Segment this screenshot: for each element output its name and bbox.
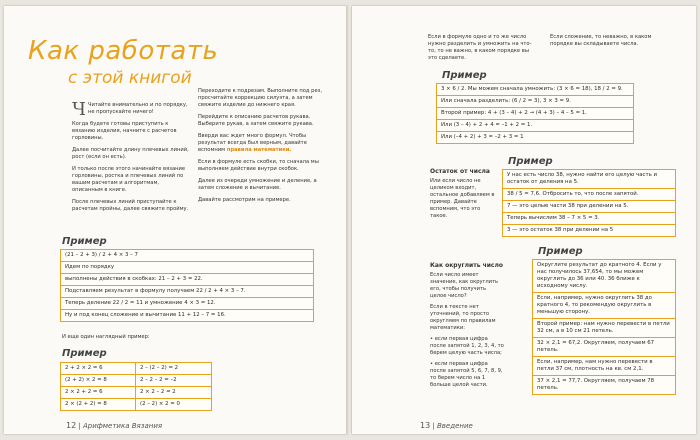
example-row: 3 — это остаток 38 при делении на 5: [507, 227, 614, 233]
example-row: 37 × 2,1 = 77,7. Округляем, получаем 78 петель.: [537, 378, 655, 391]
col1-para-3: Далее посчитайте длину плечевых линий, рост (если он есть).: [72, 147, 189, 160]
example-grid-box: [60, 362, 212, 411]
example-label: Пример: [442, 70, 487, 81]
grid-cell: (2 + 2) × 2 = 8: [61, 375, 136, 387]
dropcap: Ч: [72, 99, 86, 120]
page-number: 12: [66, 421, 77, 430]
left-column-1: [72, 99, 190, 218]
example-row: 7 — это целые части 38 при делении на 5.: [503, 201, 675, 213]
grid-cell: (2 – 2) × 2 = 0: [140, 401, 180, 407]
example-row: Если, например, нужно округлить 38 до кратного 4, то рекомендую округлить в меньшую сторону.: [533, 293, 675, 319]
col1-para-5: После плечевых линий приступайте к расчетам пройны, далее свяжите пройму.: [72, 199, 189, 212]
right-page: [352, 6, 696, 434]
rounding-para: Если в тексте нет уточнений, то просто округляем по правилам математики:: [430, 304, 496, 331]
example-label: Пример: [538, 246, 583, 257]
col2-para-2: Перейдите к описанию расчетов рукава. Выберите рукав, а затем свяжите рукава.: [198, 114, 314, 127]
col2-para-3: Вверди вас ждет много формул. Чтобы результат всегда был верным, давайте вспомним правила математики.: [198, 133, 307, 153]
side-title-rounding: Как округлить число: [430, 262, 504, 269]
col1-para-2: Когда будете готовы приступить к вязанию изделия, начните с расчетов горловины.: [72, 121, 177, 141]
example-box: [532, 259, 676, 395]
col2-para-1: Переходите к подрезам. Выполните под рез, просчитайте коррекцию силуэта, а затем свяжите изделие до нижнего края.: [198, 88, 323, 108]
page-number: 13: [420, 421, 431, 430]
example-row: Ну и под конец сложение и вычитание 11 + 12 – 7 = 16.: [65, 312, 226, 318]
right-footer: 13 | Введение: [420, 421, 473, 430]
example-row: Или (–4 + 2) + 3 = –2 + 3 = 1: [441, 134, 524, 140]
grid-cell: 2 – 2 – 2 = –2: [136, 375, 211, 387]
right-top-text-1: Если в формуле одно и то же число нужно разделить и умножить на что-то, то не важно, в каком порядке вы это сделаете.: [428, 34, 532, 61]
example-row: Теперь вычислим 38 – 7 × 5 = 3.: [503, 213, 675, 225]
example-row: 38 / 5 = 7,6. Отбросить то, что после запятой.: [503, 189, 675, 201]
col2-para-6: Давайте рассмотрим на примере.: [198, 197, 291, 203]
grid-cell: 2 × 2 – 2 = 2: [136, 387, 211, 399]
example-row: выполнены действия в скобках: 21 – 2 + 3 = 22.: [61, 274, 313, 286]
example-box: [436, 83, 634, 144]
footer-title: Арифметика Вязания: [83, 422, 163, 430]
rounding-para: Если число имеет значение, как округлить его, чтобы получить целое число?: [430, 272, 499, 299]
example-label: Пример: [62, 236, 107, 247]
example-row: (21 – 2 + 3) / 2 + 4 × 3 – 7: [61, 250, 313, 262]
col1-para-1: Ч Читайте внимательно и по порядку, не пропускайте ничего!: [72, 99, 188, 120]
example-row: Если, например, нам нужно перевести в петли 37 см, плотность на кв. см 2,1.: [533, 357, 675, 376]
side-text-rounding: [430, 272, 504, 393]
example-row: У нас есть число 38, нужно найти его целую часть и остаток от деления на 5.: [503, 170, 675, 189]
col2-para-4: Если в формуле есть скобки, то сначала мы выполняем действие внутри скобок.: [198, 159, 319, 172]
example-row: 3 × 6 / 2. Мы можем сначала умножить: (3 × 6 = 18), 18 / 2 = 9.: [437, 84, 633, 96]
example-row: 32 × 2,1 = 67,2. Округляем, получаем 67 петель.: [533, 338, 675, 357]
between-text: И еще один наглядный пример:: [62, 334, 150, 340]
right-top-text-2: Если сложение, то неважно, в каком порядке вы складываете числа.: [550, 34, 652, 47]
example-row: Второй пример: нам нужно перевести в петли 32 см, а в 10 см 21 петель.: [533, 319, 675, 338]
grid-cell: 2 × (2 + 2) = 8: [61, 399, 136, 410]
example-box: [502, 169, 676, 237]
example-row: Идем по порядку: [61, 262, 313, 274]
grid-cell: 2 – (2 – 2) = 2: [136, 363, 211, 375]
example-row: Теперь деление 22 / 2 = 11 и умножение 4 × 3 = 12.: [61, 298, 313, 310]
page-title-line2: с этой книгой: [68, 68, 192, 88]
left-page: [4, 6, 348, 434]
footer-title: Введение: [437, 422, 473, 430]
example-row: Округлите результат до кратного 4. Если у нас получилось 37,654, то мы можем округлить до 36 или 40. 36 ближе к исходному числу.: [533, 260, 675, 293]
example-label: Пример: [62, 348, 107, 359]
rounding-para: • если первая цифра после запятой 1, 2, 3, 4, то берем целую часть числа;: [430, 336, 504, 356]
example-row: Или (3 – 4) + 2 + 4 = –1 + 2 = 1.: [437, 120, 633, 132]
side-text-remainder: Или если число не целиком входит, остальное добавляем в пример. Давайте вспомним, что это такое.: [430, 178, 495, 219]
col1-para-4: И только после этого начинайте вязание горловины, ростка и плечевых линий по вашим расчетам и алгоритмам, описанным в книге.: [72, 166, 186, 193]
example-row: Или сначала разделить: (6 / 2 = 3), 3 × 3 = 9.: [437, 96, 633, 108]
side-title-remainder: Остаток от числа: [430, 168, 490, 175]
left-footer: 12 | Арифметика Вязания: [66, 421, 163, 430]
example-row: Подставляем результат в формулу получаем 22 / 2 + 4 × 3 – 7.: [61, 286, 313, 298]
example-box: [60, 249, 314, 322]
rounding-para: • если первая цифра после запятой 5, 6, 7, 8, 9, то берем число на 1 больше целой части.: [430, 361, 503, 388]
example-row: Второй пример: 4 + (3 – 4) + 2 → (4 + 3) – 4 – 5 = 1.: [437, 108, 633, 120]
left-column-2: [198, 88, 326, 209]
grid-cell: 2 + 2 × 2 = 6: [61, 363, 136, 375]
grid-cell: 2 × 2 + 2 = 6: [61, 387, 136, 399]
example-label: Пример: [508, 156, 553, 167]
page-title-line1: Как работать: [28, 36, 219, 66]
col2-para-5: Далее из очереди умножение и деление, а затем сложение и вычитание.: [198, 178, 317, 191]
